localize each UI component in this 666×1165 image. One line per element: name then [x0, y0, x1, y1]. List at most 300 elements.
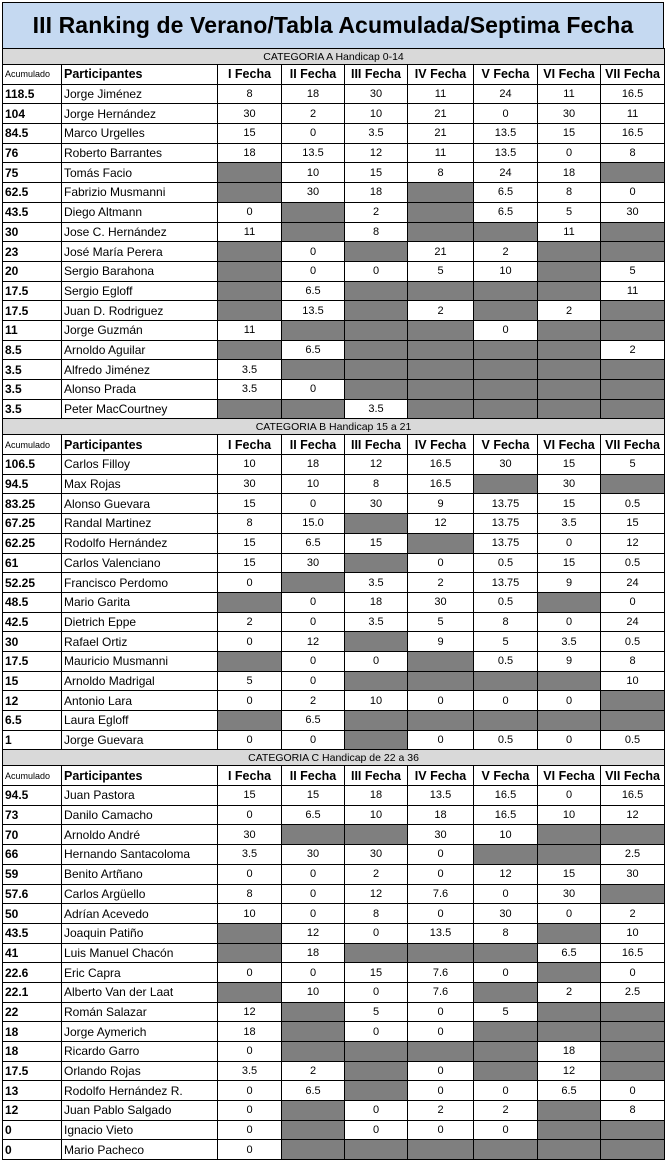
score-cell: 11: [601, 281, 665, 301]
accumulated-cell: 17.5: [3, 301, 62, 321]
score-cell: 0: [408, 730, 474, 750]
table-row: [3, 553, 665, 573]
accumulated-cell: 84.5: [3, 124, 62, 144]
table-row: [3, 242, 665, 262]
score-cell: 13.75: [474, 533, 538, 553]
score-cell: 0: [282, 963, 345, 983]
score-cell: 0: [408, 1022, 474, 1042]
score-cell: 0: [408, 845, 474, 865]
empty-score-cell: [282, 1101, 345, 1121]
table-row: [3, 104, 665, 124]
table-row: [3, 884, 665, 904]
score-cell: 30: [345, 84, 408, 104]
empty-score-cell: [474, 711, 538, 731]
score-cell: 0.5: [601, 632, 665, 652]
empty-score-cell: [474, 1042, 538, 1062]
score-cell: 0: [282, 904, 345, 924]
table-row: [3, 183, 665, 203]
table-row: [3, 1120, 665, 1140]
participant-name: Luis Manuel Chacón: [62, 943, 218, 963]
score-cell: 12: [282, 923, 345, 943]
score-cell: 3.5: [218, 380, 282, 400]
score-cell: 0: [538, 691, 601, 711]
header-fecha-4: IV Fecha: [408, 766, 474, 786]
score-cell: 12: [601, 805, 665, 825]
category-header-row: [3, 419, 665, 435]
header-fecha-5: V Fecha: [474, 65, 538, 85]
score-cell: 6.5: [538, 943, 601, 963]
score-cell: 8: [601, 651, 665, 671]
score-cell: 10: [345, 104, 408, 124]
score-cell: 0: [282, 730, 345, 750]
table-row: [3, 202, 665, 222]
score-cell: 6.5: [282, 281, 345, 301]
table-row: [3, 1022, 665, 1042]
empty-score-cell: [601, 399, 665, 419]
empty-score-cell: [282, 573, 345, 593]
participant-name: Alberto Van der Laat: [62, 982, 218, 1002]
accumulated-cell: 17.5: [3, 651, 62, 671]
score-cell: 21: [408, 124, 474, 144]
participant-name: Carlos Valenciano: [62, 553, 218, 573]
participant-name: Mario Garita: [62, 592, 218, 612]
accumulated-cell: 94.5: [3, 474, 62, 494]
empty-score-cell: [601, 711, 665, 731]
score-cell: 6.5: [282, 1081, 345, 1101]
participant-name: Diego Altmann: [62, 202, 218, 222]
score-cell: 30: [474, 455, 538, 475]
score-cell: 2: [474, 1101, 538, 1121]
score-cell: 16.5: [408, 474, 474, 494]
score-cell: 2: [282, 104, 345, 124]
score-cell: 16.5: [601, 786, 665, 806]
participant-name: Fabrizio Musmanni: [62, 183, 218, 203]
empty-score-cell: [408, 651, 474, 671]
score-cell: 15: [282, 786, 345, 806]
empty-score-cell: [345, 281, 408, 301]
accumulated-cell: 62.5: [3, 183, 62, 203]
participant-name: Joaquin Patiño: [62, 923, 218, 943]
header-acumulado: Acumulado: [3, 65, 62, 85]
score-cell: 0.5: [474, 730, 538, 750]
score-cell: 3.5: [538, 632, 601, 652]
empty-score-cell: [408, 399, 474, 419]
accumulated-cell: 12: [3, 1101, 62, 1121]
header-fecha-4: IV Fecha: [408, 435, 474, 455]
accumulated-cell: 22.1: [3, 982, 62, 1002]
score-cell: 0: [218, 1120, 282, 1140]
empty-score-cell: [601, 222, 665, 242]
empty-score-cell: [282, 1002, 345, 1022]
accumulated-cell: 17.5: [3, 281, 62, 301]
score-cell: 0: [282, 124, 345, 144]
score-cell: 30: [538, 104, 601, 124]
score-cell: 0.5: [601, 494, 665, 514]
empty-score-cell: [282, 1022, 345, 1042]
score-cell: 18: [218, 143, 282, 163]
score-cell: 0: [408, 1002, 474, 1022]
score-cell: 5: [601, 261, 665, 281]
empty-score-cell: [345, 301, 408, 321]
score-cell: 12: [601, 533, 665, 553]
empty-score-cell: [408, 711, 474, 731]
empty-score-cell: [474, 380, 538, 400]
table-row: [3, 864, 665, 884]
participant-name: Jorge Hernández: [62, 104, 218, 124]
score-cell: 6.5: [474, 183, 538, 203]
score-cell: 0: [345, 923, 408, 943]
header-fecha-3: III Fecha: [345, 65, 408, 85]
table-row: [3, 711, 665, 731]
score-cell: 6.5: [282, 533, 345, 553]
header-acumulado: Acumulado: [3, 435, 62, 455]
empty-score-cell: [218, 943, 282, 963]
empty-score-cell: [601, 691, 665, 711]
score-cell: 18: [345, 592, 408, 612]
participant-name: Jorge Guzmán: [62, 320, 218, 340]
participant-name: Ignacio Vieto: [62, 1120, 218, 1140]
empty-score-cell: [538, 340, 601, 360]
score-cell: 24: [601, 573, 665, 593]
score-cell: 3.5: [218, 360, 282, 380]
empty-score-cell: [345, 1061, 408, 1081]
table-row: [3, 1101, 665, 1121]
page-title: III Ranking de Verano/Tabla Acumulada/Septima Fecha: [2, 2, 664, 48]
category-header-row: [3, 750, 665, 766]
score-cell: 10: [218, 455, 282, 475]
score-cell: 2: [218, 612, 282, 632]
score-cell: 2.5: [601, 845, 665, 865]
participant-name: Carlos Filloy: [62, 455, 218, 475]
accumulated-cell: 8.5: [3, 340, 62, 360]
score-cell: 2: [282, 691, 345, 711]
score-cell: 15: [218, 494, 282, 514]
empty-score-cell: [408, 202, 474, 222]
table-row: [3, 632, 665, 652]
score-cell: 0: [601, 963, 665, 983]
empty-score-cell: [408, 183, 474, 203]
empty-score-cell: [474, 943, 538, 963]
empty-score-cell: [601, 320, 665, 340]
category-header-row: [3, 49, 665, 65]
score-cell: 0: [538, 143, 601, 163]
score-cell: 13.75: [474, 494, 538, 514]
empty-score-cell: [474, 1022, 538, 1042]
score-cell: 0: [218, 632, 282, 652]
score-cell: 30: [345, 845, 408, 865]
score-cell: 11: [218, 222, 282, 242]
score-cell: 2: [601, 340, 665, 360]
header-fecha-6: VI Fecha: [538, 435, 601, 455]
participant-name: Alonso Guevara: [62, 494, 218, 514]
score-cell: 0.5: [601, 730, 665, 750]
empty-score-cell: [408, 1042, 474, 1062]
table-row: [3, 825, 665, 845]
score-cell: 8: [408, 163, 474, 183]
score-cell: 24: [474, 163, 538, 183]
participant-name: Arnoldo Madrigal: [62, 671, 218, 691]
column-header-row: [3, 65, 665, 85]
score-cell: 30: [408, 825, 474, 845]
empty-score-cell: [345, 320, 408, 340]
score-cell: 3.5: [218, 845, 282, 865]
accumulated-cell: 43.5: [3, 202, 62, 222]
accumulated-cell: 18: [3, 1022, 62, 1042]
score-cell: 11: [408, 84, 474, 104]
accumulated-cell: 0: [3, 1120, 62, 1140]
empty-score-cell: [345, 1140, 408, 1160]
score-cell: 30: [345, 494, 408, 514]
empty-score-cell: [474, 301, 538, 321]
score-cell: 2: [408, 301, 474, 321]
score-cell: 15: [538, 124, 601, 144]
score-cell: 10: [345, 805, 408, 825]
empty-score-cell: [282, 1120, 345, 1140]
empty-score-cell: [601, 360, 665, 380]
score-cell: 0: [601, 183, 665, 203]
empty-score-cell: [345, 1081, 408, 1101]
table-row: [3, 691, 665, 711]
accumulated-cell: 42.5: [3, 612, 62, 632]
score-cell: 5: [408, 261, 474, 281]
participant-name: Arnoldo André: [62, 825, 218, 845]
score-cell: 16.5: [601, 84, 665, 104]
empty-score-cell: [218, 711, 282, 731]
accumulated-cell: 76: [3, 143, 62, 163]
accumulated-cell: 11: [3, 320, 62, 340]
score-cell: 18: [282, 455, 345, 475]
empty-score-cell: [408, 281, 474, 301]
empty-score-cell: [408, 943, 474, 963]
score-cell: 0: [345, 982, 408, 1002]
ranking-body: [3, 49, 665, 1160]
score-cell: 3.5: [345, 399, 408, 419]
table-row: [3, 143, 665, 163]
header-fecha-1: I Fecha: [218, 65, 282, 85]
accumulated-cell: 23: [3, 242, 62, 262]
empty-score-cell: [408, 380, 474, 400]
table-row: [3, 805, 665, 825]
score-cell: 30: [218, 104, 282, 124]
accumulated-cell: 6.5: [3, 711, 62, 731]
empty-score-cell: [408, 1140, 474, 1160]
score-cell: 5: [474, 632, 538, 652]
participant-name: Ricardo Garro: [62, 1042, 218, 1062]
table-row: [3, 1061, 665, 1081]
table-row: [3, 651, 665, 671]
score-cell: 13.5: [474, 124, 538, 144]
empty-score-cell: [218, 261, 282, 281]
score-cell: 6.5: [538, 1081, 601, 1101]
accumulated-cell: 22.6: [3, 963, 62, 983]
table-row: [3, 514, 665, 534]
score-cell: 8: [474, 923, 538, 943]
score-cell: 15: [218, 533, 282, 553]
accumulated-cell: 0: [3, 1140, 62, 1160]
table-row: [3, 301, 665, 321]
score-cell: 0: [282, 242, 345, 262]
table-row: [3, 904, 665, 924]
score-cell: 30: [282, 553, 345, 573]
empty-score-cell: [345, 514, 408, 534]
participant-name: Eric Capra: [62, 963, 218, 983]
score-cell: 30: [474, 904, 538, 924]
score-cell: 21: [408, 242, 474, 262]
empty-score-cell: [218, 281, 282, 301]
accumulated-cell: 15: [3, 671, 62, 691]
participant-name: Mario Pacheco: [62, 1140, 218, 1160]
empty-score-cell: [282, 222, 345, 242]
header-fecha-2: II Fecha: [282, 435, 345, 455]
score-cell: 8: [345, 904, 408, 924]
header-acumulado: Acumulado: [3, 766, 62, 786]
participant-name: Orlando Rojas: [62, 1061, 218, 1081]
accumulated-cell: 61: [3, 553, 62, 573]
score-cell: 0: [218, 573, 282, 593]
score-cell: 5: [218, 671, 282, 691]
empty-score-cell: [538, 1101, 601, 1121]
score-cell: 0: [474, 104, 538, 124]
score-cell: 0: [218, 1042, 282, 1062]
empty-score-cell: [538, 380, 601, 400]
score-cell: 13.75: [474, 514, 538, 534]
empty-score-cell: [218, 183, 282, 203]
empty-score-cell: [282, 202, 345, 222]
score-cell: 2: [408, 1101, 474, 1121]
empty-score-cell: [282, 320, 345, 340]
score-cell: 13.5: [474, 143, 538, 163]
participant-name: Francisco Perdomo: [62, 573, 218, 593]
score-cell: 0.5: [474, 651, 538, 671]
score-cell: 8: [538, 183, 601, 203]
score-cell: 16.5: [601, 124, 665, 144]
participant-name: Mauricio Musmanni: [62, 651, 218, 671]
accumulated-cell: 18: [3, 1042, 62, 1062]
score-cell: 9: [538, 573, 601, 593]
empty-score-cell: [282, 399, 345, 419]
score-cell: 8: [345, 222, 408, 242]
empty-score-cell: [218, 340, 282, 360]
score-cell: 10: [474, 825, 538, 845]
score-cell: 30: [408, 592, 474, 612]
score-cell: 0: [474, 1081, 538, 1101]
empty-score-cell: [408, 320, 474, 340]
empty-score-cell: [474, 1061, 538, 1081]
score-cell: 30: [601, 864, 665, 884]
accumulated-cell: 30: [3, 632, 62, 652]
participant-name: Peter MacCourtney: [62, 399, 218, 419]
score-cell: 18: [282, 84, 345, 104]
score-cell: 0: [345, 651, 408, 671]
participant-name: Sergio Egloff: [62, 281, 218, 301]
header-fecha-3: III Fecha: [345, 435, 408, 455]
score-cell: 0.5: [474, 553, 538, 573]
table-row: [3, 455, 665, 475]
participant-name: Rafael Ortiz: [62, 632, 218, 652]
score-cell: 11: [408, 143, 474, 163]
category-label: CATEGORIA B Handicap 15 a 21: [3, 419, 665, 435]
accumulated-cell: 70: [3, 825, 62, 845]
score-cell: 3.5: [345, 573, 408, 593]
score-cell: 0: [474, 320, 538, 340]
score-cell: 12: [474, 864, 538, 884]
accumulated-cell: 30: [3, 222, 62, 242]
empty-score-cell: [474, 222, 538, 242]
participant-name: Laura Egloff: [62, 711, 218, 731]
empty-score-cell: [408, 671, 474, 691]
score-cell: 15: [538, 494, 601, 514]
score-cell: 15: [538, 553, 601, 573]
empty-score-cell: [601, 1002, 665, 1022]
table-row: [3, 671, 665, 691]
empty-score-cell: [474, 982, 538, 1002]
table-row: [3, 845, 665, 865]
empty-score-cell: [474, 845, 538, 865]
score-cell: 0: [474, 884, 538, 904]
empty-score-cell: [601, 1140, 665, 1160]
header-fecha-2: II Fecha: [282, 65, 345, 85]
header-fecha-1: I Fecha: [218, 435, 282, 455]
score-cell: 16.5: [474, 786, 538, 806]
empty-score-cell: [601, 825, 665, 845]
accumulated-cell: 13: [3, 1081, 62, 1101]
score-cell: 0: [345, 261, 408, 281]
score-cell: 0: [282, 380, 345, 400]
score-cell: 0: [282, 494, 345, 514]
score-cell: 9: [538, 651, 601, 671]
score-cell: 8: [601, 143, 665, 163]
accumulated-cell: 104: [3, 104, 62, 124]
table-row: [3, 592, 665, 612]
accumulated-cell: 20: [3, 261, 62, 281]
participant-name: Danilo Camacho: [62, 805, 218, 825]
score-cell: 30: [218, 474, 282, 494]
empty-score-cell: [345, 360, 408, 380]
accumulated-cell: 62.25: [3, 533, 62, 553]
score-cell: 0: [218, 805, 282, 825]
score-cell: 30: [282, 183, 345, 203]
participant-name: Sergio Barahona: [62, 261, 218, 281]
participant-name: Rodolfo Hernández: [62, 533, 218, 553]
score-cell: 0: [282, 651, 345, 671]
score-cell: 12: [408, 514, 474, 534]
empty-score-cell: [538, 320, 601, 340]
table-row: [3, 730, 665, 750]
score-cell: 0: [408, 1061, 474, 1081]
score-cell: 15: [601, 514, 665, 534]
score-cell: 18: [345, 183, 408, 203]
participant-name: Antonio Lara: [62, 691, 218, 711]
empty-score-cell: [538, 592, 601, 612]
score-cell: 30: [538, 884, 601, 904]
empty-score-cell: [282, 825, 345, 845]
score-cell: 0: [282, 592, 345, 612]
score-cell: 3.5: [218, 1061, 282, 1081]
empty-score-cell: [282, 1140, 345, 1160]
participant-name: Alonso Prada: [62, 380, 218, 400]
empty-score-cell: [345, 340, 408, 360]
empty-score-cell: [601, 242, 665, 262]
score-cell: 10: [601, 671, 665, 691]
participant-name: Tomás Facio: [62, 163, 218, 183]
score-cell: 30: [282, 845, 345, 865]
score-cell: 12: [345, 455, 408, 475]
empty-score-cell: [345, 553, 408, 573]
score-cell: 2: [345, 864, 408, 884]
score-cell: 0.5: [601, 553, 665, 573]
empty-score-cell: [538, 1120, 601, 1140]
empty-score-cell: [345, 1042, 408, 1062]
